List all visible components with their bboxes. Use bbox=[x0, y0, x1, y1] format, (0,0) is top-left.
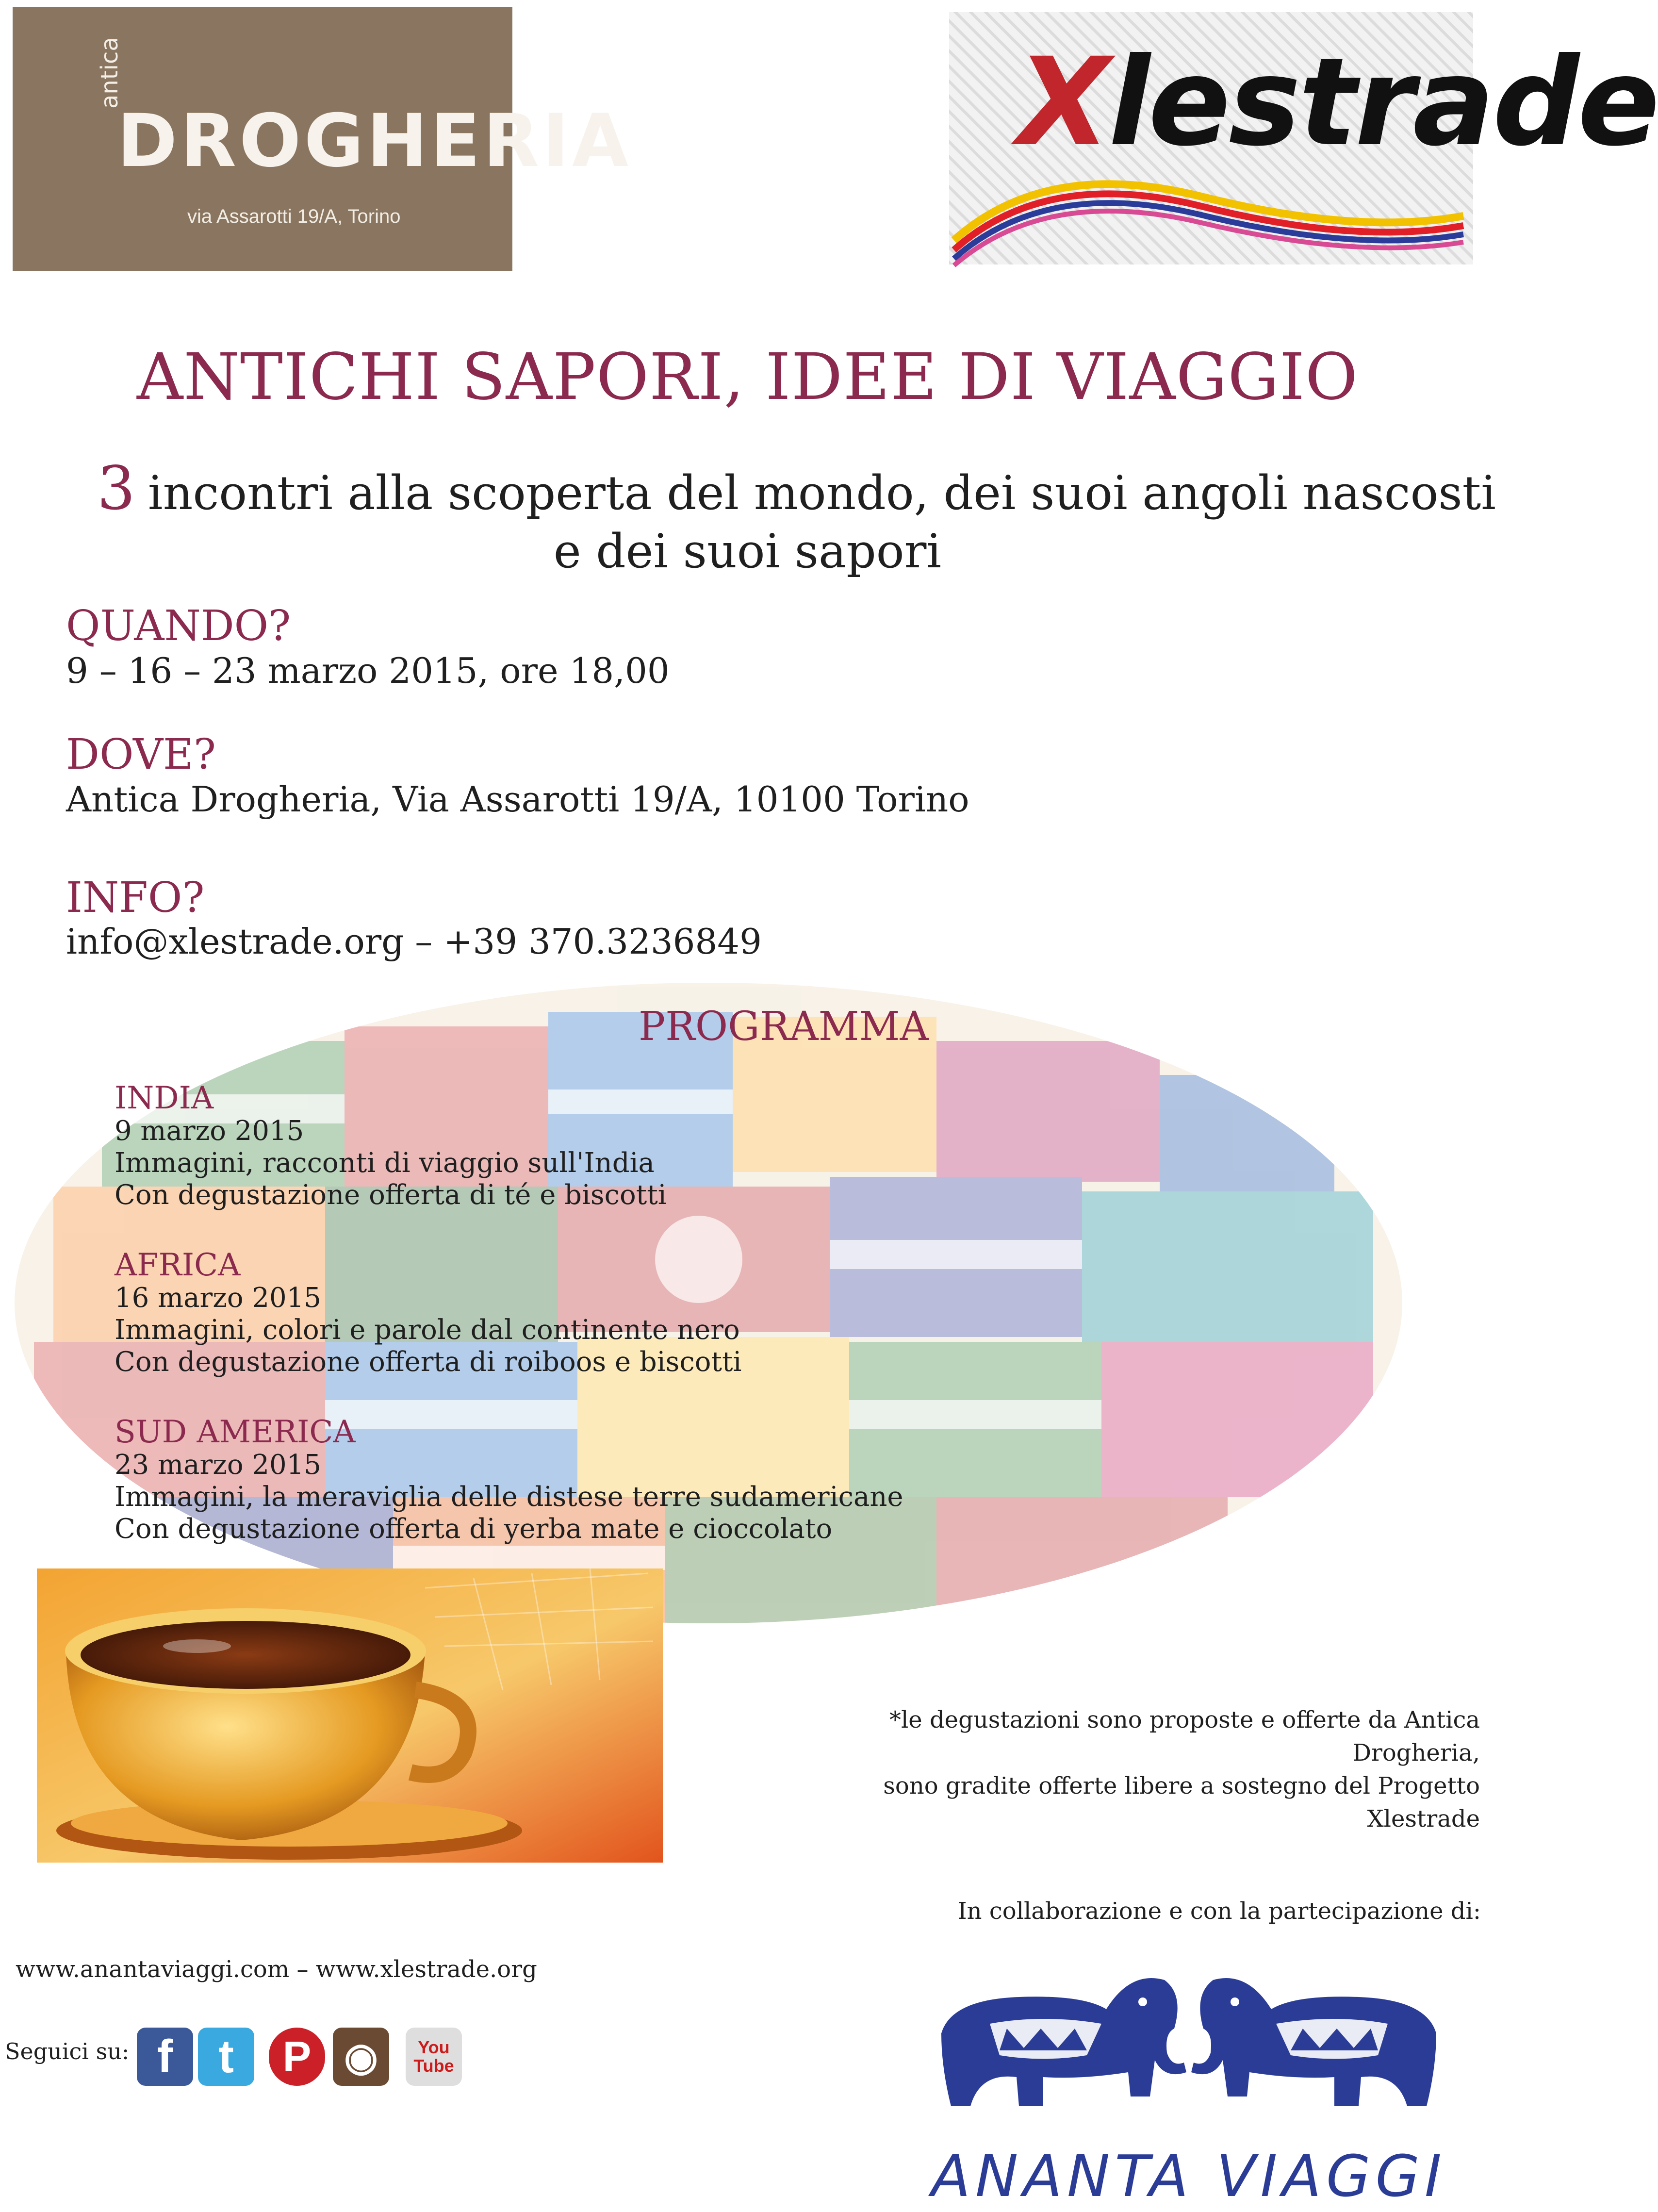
where-value: Antica Drogheria, Via Assarotti 19/A, 10100 Torino bbox=[66, 779, 969, 820]
xlestrade-logo-x: X bbox=[1017, 32, 1109, 173]
subtitle-number: 3 bbox=[97, 454, 135, 524]
pinterest-icon[interactable]: P bbox=[269, 2028, 325, 2086]
event-line: Immagini, racconti di viaggio sull'India bbox=[115, 1147, 655, 1179]
page-title: ANTICHI SAPORI, IDEE DI VIAGGIO bbox=[136, 340, 1359, 414]
website-links[interactable]: www.anantaviaggi.com – www.xlestrade.org bbox=[16, 1956, 537, 1983]
info-value: info@xlestrade.org – +39 370.3236849 bbox=[66, 921, 762, 962]
subtitle-text-1: incontri alla scoperta del mondo, dei suoi angoli nascosti bbox=[148, 466, 1496, 520]
elephants-icon bbox=[922, 1951, 1456, 2145]
instagram-icon[interactable]: ◉ bbox=[333, 2028, 389, 2086]
tasting-note bbox=[796, 1703, 1480, 1835]
subtitle-line-2: e dei suoi sapori bbox=[553, 524, 942, 578]
event-sud-america-details bbox=[115, 1449, 903, 1545]
event-africa-details bbox=[115, 1282, 741, 1378]
coffee-cup-image bbox=[37, 1568, 663, 1863]
event-line: Con degustazione offerta di yerba mate e cioccolato bbox=[115, 1513, 833, 1545]
event-africa-title: AFRICA bbox=[115, 1247, 241, 1283]
drogheria-logo-name: DROGHERIA bbox=[117, 99, 632, 183]
event-date: 9 marzo 2015 bbox=[115, 1115, 304, 1147]
where-label: DOVE? bbox=[66, 730, 216, 779]
tasting-note-line-1: *le degustazioni sono proposte e offerte da Antica Drogheria, bbox=[889, 1706, 1480, 1766]
event-line: Con degustazione offerta di té e biscotti bbox=[115, 1179, 667, 1211]
event-line: Con degustazione offerta di roiboos e biscotti bbox=[115, 1346, 742, 1378]
info-label: INFO? bbox=[66, 874, 205, 922]
event-sud-america-title: SUD AMERICA bbox=[115, 1414, 356, 1450]
when-value: 9 – 16 – 23 marzo 2015, ore 18,00 bbox=[66, 650, 670, 691]
follow-us-label: Seguici su: bbox=[5, 2038, 130, 2064]
ananta-viaggi-wordmark: ANANTA VIAGGI bbox=[931, 2143, 1446, 2210]
event-line: Immagini, la meraviglia delle distese terre sudamericane bbox=[115, 1481, 903, 1513]
subtitle-line-1 bbox=[97, 454, 1496, 524]
drogheria-logo bbox=[13, 7, 632, 271]
ananta-viaggi-logo bbox=[922, 1951, 1456, 2210]
twitter-icon[interactable]: t bbox=[198, 2028, 254, 2086]
collaboration-text: In collaborazione e con la partecipazione di: bbox=[957, 1898, 1481, 1925]
xlestrade-logo-rest: lestrade bbox=[1108, 32, 1658, 173]
xlestrade-logo bbox=[949, 12, 1658, 264]
drogheria-logo-address: via Assarotti 19/A, Torino bbox=[187, 206, 401, 227]
event-india-details bbox=[115, 1115, 667, 1211]
when-label: QUANDO? bbox=[66, 602, 291, 650]
facebook-icon[interactable]: f bbox=[137, 2028, 193, 2086]
programma-title: PROGRAMMA bbox=[639, 1004, 929, 1050]
event-india-title: INDIA bbox=[115, 1080, 214, 1116]
event-line: Immagini, colori e parole dal continente nero bbox=[115, 1314, 740, 1346]
event-date: 23 marzo 2015 bbox=[115, 1449, 321, 1481]
youtube-icon[interactable]: You Tube bbox=[406, 2028, 462, 2086]
xlestrade-logo-text bbox=[1017, 32, 1658, 173]
event-date: 16 marzo 2015 bbox=[115, 1282, 321, 1314]
drogheria-logo-prefix: antica bbox=[96, 37, 123, 109]
tasting-note-line-2: sono gradite offerte libere a sostegno del Progetto Xlestrade bbox=[883, 1772, 1480, 1832]
